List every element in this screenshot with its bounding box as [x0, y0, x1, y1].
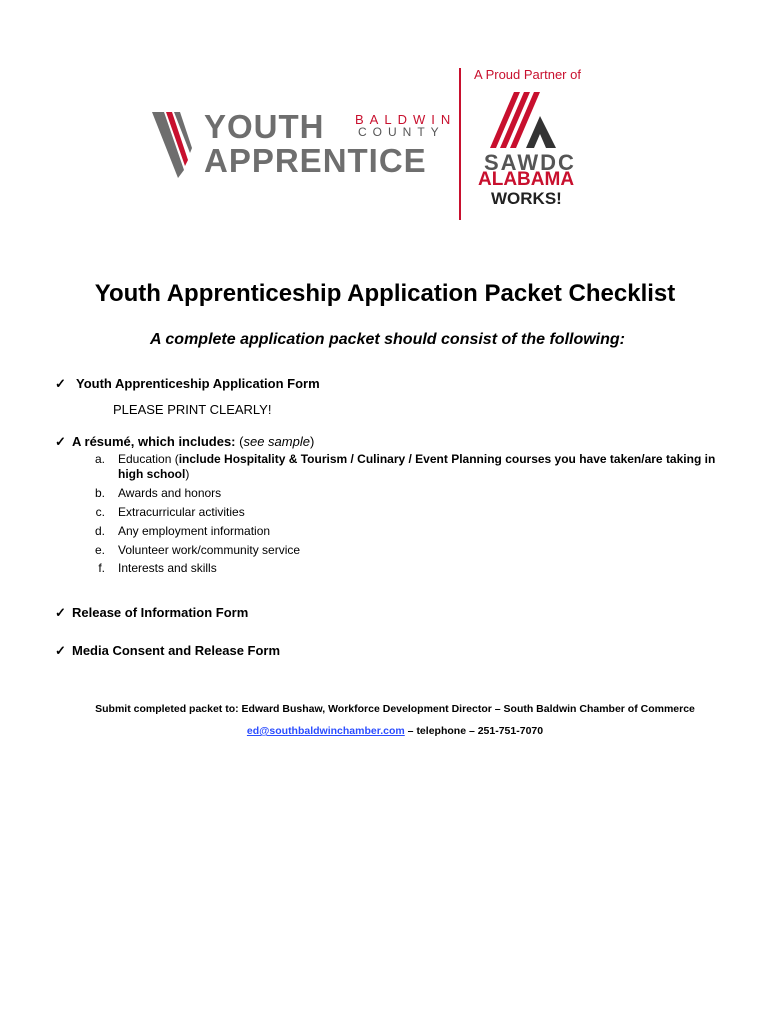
page-title: Youth Apprenticeship Application Packet Checklist: [94, 280, 676, 307]
list-item-bold-text: include Hospitality & Tourism / Culinary / Event Planning courses you have taken/are taking in high school: [118, 452, 716, 481]
email-link[interactable]: ed@southbaldwinchamber.com: [246, 725, 405, 737]
print-clearly-note: PLEASE PRINT CLEARLY!: [113, 402, 272, 417]
resume-paren-close: ): [309, 434, 315, 449]
checklist-item-release-form: Release of Information Form: [72, 605, 249, 620]
checkmark-icon: ✓: [55, 643, 66, 658]
swoosh-icon: [150, 108, 208, 180]
list-item: [85, 524, 485, 540]
submit-instructions: Submit completed packet to: Edward Bushaw, Workforce Development Director – South Baldwin Chamber of Commerce: [95, 703, 695, 715]
checkmark-icon: ✓: [55, 605, 66, 620]
alabama-text: ALABAMA: [478, 169, 575, 190]
list-item-letter: d.: [94, 524, 105, 538]
list-item-text: Awards and honors: [118, 486, 222, 500]
works-text: WORKS!: [491, 189, 562, 208]
partner-text: A Proud Partner of: [474, 67, 581, 82]
logo-divider: [459, 68, 461, 220]
checklist-item-media-consent: Media Consent and Release Form: [72, 643, 281, 658]
list-item-letter: b.: [94, 486, 105, 500]
list-item-letter: e.: [94, 543, 105, 557]
list-item: [85, 543, 485, 559]
list-item-letter: a.: [94, 452, 105, 466]
list-item-text: Interests and skills: [118, 561, 217, 575]
resume-paren-open: (: [235, 434, 244, 449]
page-subtitle: A complete application packet should consist of the following:: [150, 331, 625, 348]
logo-baldwin-text: BALDWIN: [355, 112, 457, 127]
logo-apprentice-text: APPRENTICE: [204, 142, 427, 179]
contact-line: [0, 725, 770, 737]
list-item-letter: c.: [95, 505, 105, 519]
sawdc-stripes-icon: [486, 90, 576, 148]
list-item: [85, 561, 485, 577]
checklist-item-resume: [72, 434, 314, 449]
checkmark-icon: ✓: [55, 434, 66, 449]
list-item-text: Extracurricular activities: [118, 505, 245, 519]
sawdc-text: SAWDC: [484, 150, 576, 175]
logo-county-text: COUNTY: [358, 125, 445, 139]
list-item-text: ): [185, 467, 190, 481]
list-item-text: Volunteer work/community service: [118, 543, 301, 557]
see-sample-text: see sample: [243, 434, 310, 449]
list-item-letter: f.: [98, 561, 105, 575]
list-item: [85, 452, 745, 481]
logo-youth-text: YOUTH: [204, 108, 325, 145]
resume-label: A résumé, which includes:: [72, 434, 236, 449]
list-item: [85, 505, 485, 521]
checklist-item-application-form: Youth Apprenticeship Application Form: [76, 376, 320, 391]
checkmark-icon: ✓: [55, 376, 66, 391]
list-item-text: Education (: [118, 452, 179, 466]
list-item-text: Any employment information: [118, 524, 271, 538]
phone-text: – telephone – 251-751-7070: [404, 725, 544, 737]
list-item: [85, 486, 485, 502]
